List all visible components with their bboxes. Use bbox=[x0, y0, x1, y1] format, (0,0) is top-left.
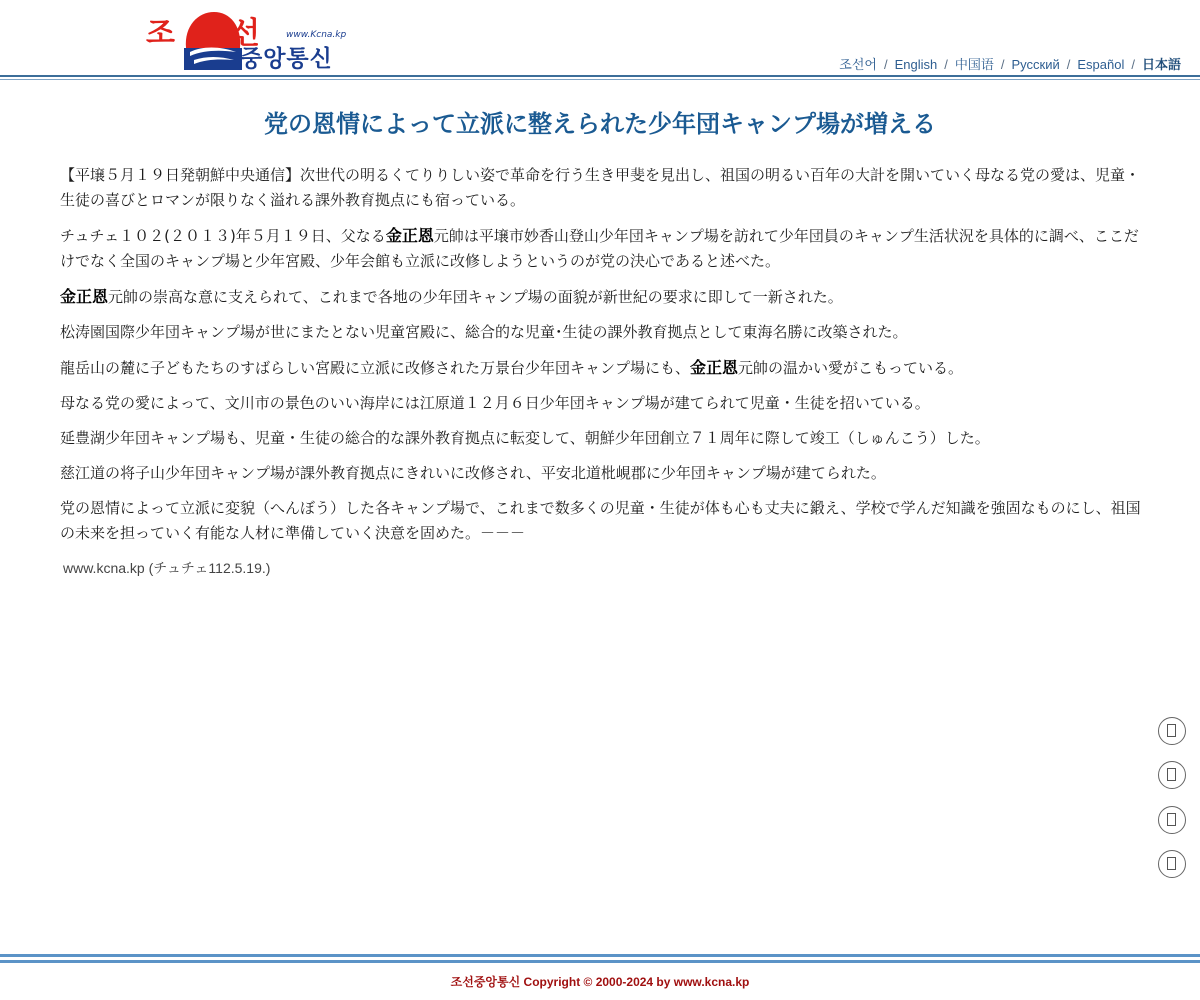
logo-bottom-text: 중앙통신 bbox=[240, 46, 333, 72]
article-paragraph: 【平壌５月１９日発朝鮮中央通信】次世代の明るくてりりしい姿で革命を行う生き甲斐を見出し、祖国の明るい百年の大計を開いていく母なる党の愛は、児童・生徒の喜びとロマンが限りなく溢れる課外教育拠点にも宿っている。 bbox=[60, 166, 1141, 209]
leader-name: 金正恩 bbox=[690, 358, 739, 377]
footer-divider bbox=[0, 960, 1200, 963]
footer-copyright-text: Copyright © 2000-2024 by www.kcna.kp bbox=[520, 975, 750, 989]
article-paragraph: 延豊湖少年団キャンプ場も、児童・生徒の総合的な課外教育拠点に転変して、朝鮮少年団創立７１周年に際して竣工（しゅんこう）した。 bbox=[60, 429, 990, 447]
leader-name: 金正恩 bbox=[60, 287, 109, 306]
lang-korean[interactable]: 조선어 bbox=[839, 57, 877, 72]
article-paragraph: 龍岳山の麓に子どもたちのすばらしい宮殿に立派に改修された万景台少年団キャンプ場にも、金正恩元帥の温かい愛がこもっている。 bbox=[60, 358, 964, 377]
side-tool-icon[interactable] bbox=[1158, 806, 1186, 834]
logo-url-text: www.Kcna.kp bbox=[286, 30, 347, 40]
article-paragraph: 母なる党の愛によって、文川市の景色のいい海岸には江原道１２月６日少年団キャンプ場が建てられて児童・生徒を招いている。 bbox=[60, 394, 930, 412]
site-header bbox=[0, 0, 1200, 80]
lang-english[interactable]: English bbox=[894, 57, 938, 72]
article-paragraph: チュチェ１０２(２０１３)年５月１９日、父なる金正恩元帥は平壌市妙香山登山少年団キャンプ場を訪れて少年団員のキャンプ生活状況を具体的に調べ、ここだけでなく全国のキャンプ場と少年宮殿、少年会館も立派に改修しようというのが党の決心であると述べた。 bbox=[60, 226, 1139, 270]
lang-spanish[interactable]: Español bbox=[1077, 57, 1125, 72]
header-divider-thin bbox=[0, 79, 1200, 80]
logo-top-text: 조 선 bbox=[146, 16, 260, 51]
article-body bbox=[60, 163, 1145, 556]
language-nav: 조선어 / English / 中国语 / Русский / Español / 日本語 bbox=[839, 57, 1181, 72]
footer-brand: 조선중앙통신 bbox=[450, 975, 521, 989]
side-tool-icon[interactable] bbox=[1158, 717, 1186, 745]
article-paragraph: 金正恩元帥の崇高な意に支えられて、これまで各地の少年団キャンプ場の面貌が新世紀の要求に即して一新された。 bbox=[60, 287, 843, 306]
side-tool-icon[interactable] bbox=[1158, 761, 1186, 789]
footer-copyright bbox=[0, 973, 1200, 990]
side-tool-icon[interactable] bbox=[1158, 850, 1186, 878]
article-paragraph: 松涛園国際少年団キャンプ場が世にまたとない児童宮殿に、総合的な児童･生徒の課外教育拠点として東海名勝に改築された。 bbox=[60, 323, 908, 341]
article-paragraph: 党の恩情によって立派に変貌（へんぼう）した各キャンプ場で、これまで数多くの児童・生徒が体も心も丈夫に鍛え、学校で学んだ知識を強固なものにし、祖国の未来を担っていく有能な人材に準備していく決意を固めた。－－－ bbox=[60, 499, 1141, 542]
header-divider bbox=[0, 75, 1200, 77]
leader-name: 金正恩 bbox=[385, 226, 434, 245]
lang-japanese[interactable]: 日本語 bbox=[1141, 57, 1181, 72]
lang-chinese[interactable]: 中国语 bbox=[954, 57, 994, 72]
footer-divider bbox=[0, 954, 1200, 957]
article-title: 党の恩情によって立派に整えられた少年団キャンプ場が増える bbox=[264, 110, 936, 138]
article-source: www.kcna.kp (チュチェ112.5.19.) bbox=[63, 560, 271, 576]
article-paragraph: 慈江道の将子山少年団キャンプ場が課外教育拠点にきれいに改修され、平安北道枇峴郡に少年団キャンプ場が建てられた。 bbox=[60, 464, 886, 482]
lang-russian[interactable]: Русский bbox=[1011, 57, 1060, 72]
kcna-logo[interactable] bbox=[146, 6, 358, 72]
